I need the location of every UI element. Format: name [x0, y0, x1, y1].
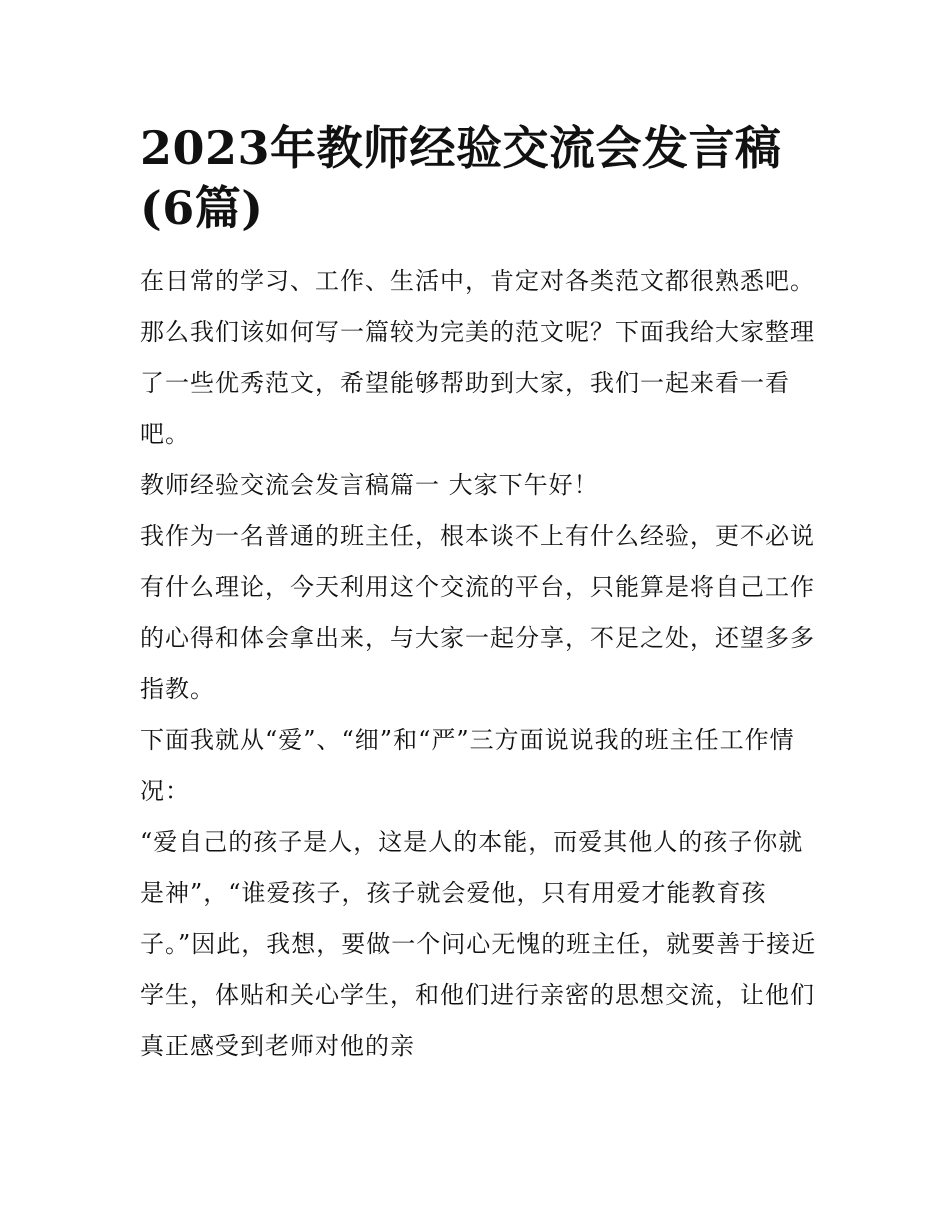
body-paragraph: “爱自己的孩子是人，这是人的本能，而爱其他人的孩子你就是神”，“谁爱孩子，孩子就会爱他，只有用爱才能教育孩子。”因此，我想，要做一个问心无愧的班主任，就要善于接近学生，体贴和关心学生，和他们进行亲密的思想交流，让他们真正感受到老师对他的亲 [140, 828, 817, 1060]
intro-paragraph: 在日常的学习、工作、生活中，肯定对各类范文都很熟悉吧。那么我们该如何写一篇较为完美的范文呢？下面我给大家整理了一些优秀范文，希望能够帮助到大家，我们一起来看一看吧。 [140, 267, 815, 448]
document-body [140, 256, 820, 1072]
body-paragraph: 下面我就从“爱”、“细”和“严”三方面说说我的班主任工作情况： [140, 726, 795, 805]
section-heading-paragraph: 教师经验交流会发言稿篇一 大家下午好！ [140, 471, 599, 499]
document-page [140, 118, 820, 1072]
document-title: 2023年教师经验交流会发言稿(6篇) [140, 121, 782, 235]
body-paragraph: 我作为一名普通的班主任，根本谈不上有什么经验，更不必说有什么理论，今天利用这个交流的平台，只能算是将自己工作的心得和体会拿出来，与大家一起分享，不足之处，还望多多指教。 [140, 522, 815, 703]
